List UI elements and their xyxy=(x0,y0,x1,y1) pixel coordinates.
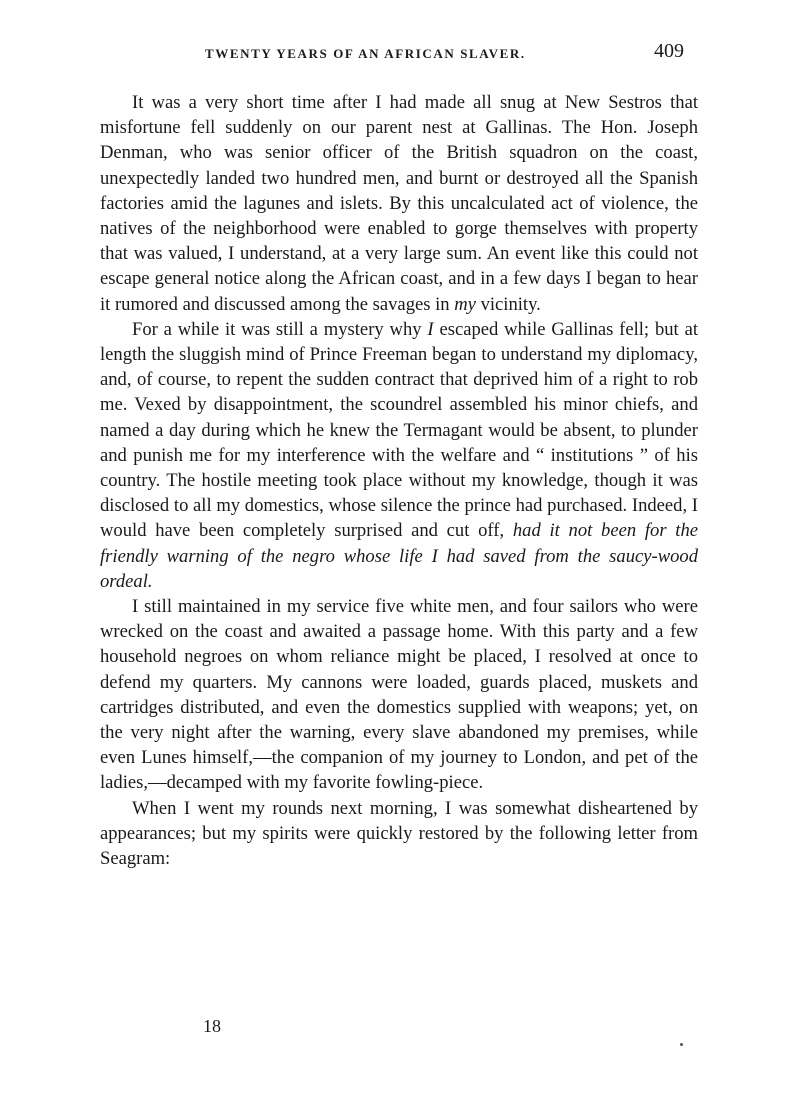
body-text xyxy=(100,90,698,871)
signature-mark: 18 xyxy=(203,1016,221,1036)
paragraph xyxy=(100,317,698,594)
text-run: When I went my rounds next morning, I was somewhat disheartened by appearances; but my spirits were quickly restored by the following letter from Seagram: xyxy=(100,797,698,870)
italic-text: I xyxy=(427,318,434,340)
text-run: escaped while Gallinas fell; but at length the sluggish mind of Prince Freeman began to understand my diplomacy, and, of course, to repent the sudden contract that deprived him of a right to rob me. Vexed by disappointment, the scoundrel assembled his minor chiefs, and named a day during which he knew the Termagant would be absent, to plunder and punish me for my interference with the welfare and “ institutions ” of his country. The hostile meeting took place without my knowledge, though it was disclosed to all my domestics, whose silence the prince had purchased. Indeed, I would have been completely surprised and cut off, xyxy=(100,318,698,542)
running-title: TWENTY YEARS OF AN AFRICAN SLAVER. xyxy=(205,46,526,61)
print-speck xyxy=(680,1043,683,1046)
italic-text: had it not been for the friendly warning of the negro whose life I had saved from the saucy-wood ordeal. xyxy=(100,520,699,592)
paragraph xyxy=(100,90,698,317)
italic-text: my xyxy=(454,293,476,315)
text-run: It was a very short time after I had made all snug at New Sestros that misfortune fell suddenly on our parent nest at Gallinas. The Hon. Joseph Denman, who was senior officer of the British squadron on the coast, unexpectedly landed two hundred men, and burnt or destroyed all the Spanish factories amid the lagunes and islets. By this uncalculated act of violence, the natives of the neighborhood were enabled to gorge themselves with property that was valued, I understand, at a very large sum. An event like this could not escape general notice along the African coast, and in a few days I began to hear it rumored and discussed among the savages in xyxy=(100,92,698,315)
paragraph xyxy=(100,594,698,796)
page-number: 409 xyxy=(654,40,684,62)
text-run: For a while it was still a mystery why xyxy=(132,318,428,340)
paragraph xyxy=(100,796,698,872)
text-run: I still maintained in my service five white men, and four sailors who were wrecked on the coast and awaited a passage home. With this party and a few household negroes on whom reliance might be placed, I resolved at once to defend my quarters. My cannons were loaded, guards placed, muskets and cartridges distributed, and even the domestics supplied with weapons; yet, on the very night after the warning, every slave abandoned my premises, while even Lunes himself,—the companion of my journey to London, and pet of the ladies,—decamped with my favorite fowling-piece. xyxy=(100,596,698,794)
text-run: vicinity. xyxy=(475,293,541,315)
